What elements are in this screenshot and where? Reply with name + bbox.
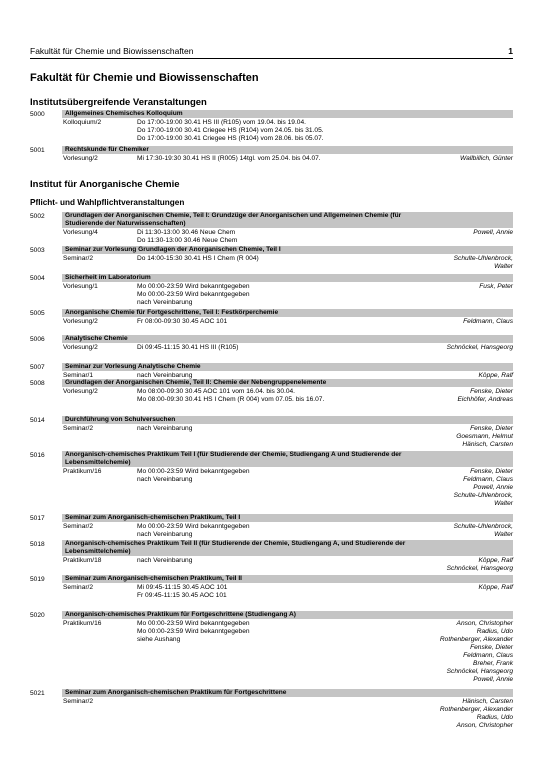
course-title-bar (62, 110, 513, 118)
course-number: 5021 (30, 690, 45, 697)
lecturer-name: Eichhöfer, Andreas (457, 396, 513, 403)
schedule-line: nach Vereinbarung (137, 476, 193, 483)
schedule-line: Mo 00:00-23:59 Wird bekanntgegeben (137, 291, 250, 298)
lecturer-name: Köppe, Ralf (478, 557, 513, 564)
course-title-line: Grundlagen der Anorganischen Chemie, Teil I: Grundzüge der Anorganischen und Allgemeinen Chemie (für (65, 212, 402, 219)
course-title-line: Anorganisch-chemisches Praktikum Teil I (für Studierende der Chemie, Studiengang A und Studierende der (65, 451, 402, 458)
course-type: Vorlesung/1 (63, 283, 98, 290)
course-type: Vorlesung/2 (63, 155, 98, 162)
course-title-bar (62, 514, 513, 522)
course-number: 5014 (30, 417, 45, 424)
lecturer-name: Schnöckel, Hansgeorg (446, 344, 513, 351)
schedule-line: Mo 00:00-23:59 Wird bekanntgegeben (137, 523, 250, 530)
lecturer-name: Hänisch, Carsten (462, 698, 513, 705)
course-title-line: Seminar zur Vorlesung Analytische Chemie (65, 363, 201, 370)
lecturer-name: Powell, Annie (473, 229, 513, 236)
course-type: Praktikum/16 (63, 620, 102, 627)
course-title-bar (62, 611, 513, 619)
lecturer-name: Fenske, Dieter (470, 425, 513, 432)
course-title-line: Sicherheit im Laboratorium (65, 274, 151, 281)
course-number: 5003 (30, 247, 45, 254)
lecturer-name: Powell, Annie (473, 676, 513, 683)
schedule-line: nach Vereinbarung (137, 372, 193, 379)
course-title-line: Lebensmittelchemie) (65, 459, 131, 466)
lecturer-name: Köppe, Ralf (478, 372, 513, 379)
lecturer-name: Feldmann, Claus (463, 652, 513, 659)
course-title-bar (62, 335, 513, 343)
course-title-bar (62, 309, 513, 317)
course-title-line: Lebensmittelchemie) (65, 548, 131, 555)
course-type: Praktikum/16 (63, 468, 102, 475)
page-title: Fakultät für Chemie und Biowissenschaften (30, 72, 259, 84)
schedule-line: nach Vereinbarung (137, 531, 193, 538)
course-type: Seminar/2 (63, 255, 94, 262)
schedule-line: nach Vereinbarung (137, 425, 193, 432)
course-type: Praktikum/18 (63, 557, 102, 564)
lecturer-name: Schnöckel, Hansgeorg (446, 668, 513, 675)
schedule-line: Fr 08:00-09:30 30.45 AOC 101 (137, 318, 228, 325)
course-number: 5000 (30, 111, 45, 118)
schedule-line: Mi 09:45-11:15 30.45 AOC 101 (137, 584, 228, 591)
lecturer-name: Anson, Christopher (456, 722, 513, 729)
schedule-line: Di 09:45-11:15 30.41 HS III (R105) (137, 344, 239, 351)
schedule-line: Fr 09:45-11:15 30.45 AOC 101 (137, 592, 227, 599)
lecturer-name: Köppe, Ralf (478, 584, 513, 591)
lecturer-name: Powell, Annie (473, 484, 513, 491)
course-number: 5002 (30, 213, 45, 220)
page-number: 1 (508, 46, 513, 56)
course-title-line: Anorganisch-chemisches Praktikum für Fortgeschrittene (Studiengang A) (65, 611, 296, 618)
course-number: 5019 (30, 576, 45, 583)
lecturer-name: Fenske, Dieter (470, 644, 513, 651)
schedule-line: nach Vereinbarung (137, 557, 193, 564)
course-type: Seminar/2 (63, 584, 94, 591)
course-title-line: Rechtskunde für Chemiker (65, 146, 149, 153)
lecturer-name: Schulte-Uhlenbrock, (453, 523, 513, 530)
lecturer-name: Fusk, Peter (479, 283, 513, 290)
course-type: Kolloquium/2 (63, 119, 102, 126)
course-number: 5007 (30, 364, 45, 371)
schedule-line: Mo 00:00-23:59 Wird bekanntgegeben (137, 620, 250, 627)
section-heading-institutsuebergreifend: Institutsübergreifende Veranstaltungen (30, 97, 207, 108)
course-type: Seminar/1 (63, 372, 94, 379)
lecturer-name: Walter (494, 531, 513, 538)
schedule-line: nach Vereinbarung (137, 299, 193, 306)
course-title-line: Allgemeines Chemisches Kolloquium (65, 110, 183, 117)
course-type: Seminar/2 (63, 523, 94, 530)
section-heading-anorganische-chemie: Institut für Anorganische Chemie (30, 179, 180, 190)
course-title-bar (62, 689, 513, 697)
course-title-line: Seminar zur Vorlesung Grundlagen der Anorganischen Chemie, Teil I (65, 246, 281, 253)
course-title-line: Grundlagen der Anorganischen Chemie, Teil II: Chemie der Nebengruppenelemente (65, 379, 327, 386)
header-title: Fakultät für Chemie und Biowissenschaften (30, 46, 194, 56)
schedule-line: Mo 00:00-23:59 Wird bekanntgegeben (137, 628, 250, 635)
course-type: Vorlesung/2 (63, 318, 98, 325)
course-title-line: Anorganisch-chemisches Praktikum Teil II (für Studierende der Chemie, Studiengang A, und Studierende der (65, 540, 406, 547)
course-title-line: Anorganische Chemie für Fortgeschrittene, Teil I: Festkörperchemie (65, 309, 279, 316)
course-title-line: Durchführung von Schulversuchen (65, 416, 176, 423)
course-number: 5001 (30, 147, 45, 154)
lecturer-name: Radius, Udo (476, 714, 513, 721)
course-number: 5008 (30, 380, 45, 387)
page-header (30, 46, 513, 59)
course-type: Vorlesung/2 (63, 388, 98, 395)
schedule-line: Mo 08:00-09:30 30.45 AOC 101 vom 16.04. bis 30.04. (137, 388, 295, 395)
course-type: Seminar/2 (63, 425, 94, 432)
schedule-line: Mi 17:30-19:30 30.41 HS II (R005) 14tgl. vom 25.04. bis 04.07. (137, 155, 321, 162)
lecturer-name: Walter (494, 263, 513, 270)
lecturer-name: Fenske, Dieter (470, 388, 513, 395)
course-type: Vorlesung/2 (63, 344, 98, 351)
course-title-bar (62, 146, 513, 154)
course-title-bar (62, 416, 513, 424)
course-title-bar (62, 212, 513, 228)
course-title-line: Seminar zum Anorganisch-chemischen Praktikum für Fortgeschrittene (65, 689, 287, 696)
lecturer-name: Schnöckel, Hansgeorg (446, 565, 513, 572)
lecturer-name: Schulte-Uhlenbrock, (453, 255, 513, 262)
course-type: Seminar/2 (63, 698, 94, 705)
lecturer-name: Breher, Frank (473, 660, 513, 667)
course-number: 5018 (30, 541, 45, 548)
lecturer-name: Wallbillich, Günter (459, 155, 513, 162)
course-number: 5017 (30, 515, 45, 522)
course-title-bar (62, 363, 513, 371)
schedule-line: Mo 00:00-23:59 Wird bekanntgegeben (137, 283, 250, 290)
lecturer-name: Radius, Udo (476, 628, 513, 635)
schedule-line: Do 17:00-19:00 30.41 Criegee HS (R104) vom 28.06. bis 05.07. (137, 135, 324, 142)
lecturer-name: Hänisch, Carsten (462, 441, 513, 448)
course-title-bar (62, 246, 513, 254)
course-number: 5016 (30, 452, 45, 459)
schedule-line: Do 17:00-19:00 30.41 HS III (R105) vom 19.04. bis 19.04. (137, 119, 306, 126)
course-title-bar (62, 451, 513, 467)
course-number: 5005 (30, 310, 45, 317)
course-title-line: Seminar zum Anorganisch-chemischen Praktikum, Teil II (65, 575, 242, 582)
schedule-line: Do 17:00-19:00 30.41 Criegee HS (R104) vom 24.05. bis 31.05. (137, 127, 324, 134)
schedule-line: Mo 00:00-23:59 Wird bekanntgegeben (137, 468, 250, 475)
schedule-line: Mo 08:00-09:30 30.41 HS I Chem (R 004) vom 07.05. bis 16.07. (137, 396, 325, 403)
course-title-line: Seminar zum Anorganisch-chemischen Praktikum, Teil I (65, 514, 241, 521)
course-number: 5020 (30, 612, 45, 619)
schedule-line: Di 11:30-13:00 30.46 Neue Chem (137, 229, 236, 236)
subsection-heading-pflicht: Pflicht- und Wahlpflichtveranstaltungen (30, 198, 185, 207)
schedule-line: Do 11:30-13:00 30.46 Neue Chem (137, 237, 238, 244)
course-title-bar (62, 379, 513, 387)
course-title-line: Studierende der Naturwissenschaften) (65, 220, 186, 227)
lecturer-name: Rothenberger, Alexander (439, 706, 513, 713)
lecturer-name: Rothenberger, Alexander (439, 636, 513, 643)
course-type: Vorlesung/4 (63, 229, 98, 236)
course-title-bar (62, 575, 513, 583)
course-number: 5004 (30, 275, 45, 282)
lecturer-name: Feldmann, Claus (463, 476, 513, 483)
lecturer-name: Anson, Christopher (456, 620, 513, 627)
course-title-line: Analytische Chemie (65, 335, 128, 342)
lecturer-name: Walter (494, 500, 513, 507)
course-title-bar (62, 540, 513, 556)
course-title-bar (62, 274, 513, 282)
lecturer-name: Fenske, Dieter (470, 468, 513, 475)
lecturer-name: Schulte-Uhlenbrock, (453, 492, 513, 499)
schedule-line: Do 14:00-15:30 30.41 HS I Chem (R 004) (137, 255, 259, 262)
lecturer-name: Goesmann, Helmut (456, 433, 513, 440)
schedule-line: siehe Aushang (137, 636, 181, 643)
course-number: 5006 (30, 336, 45, 343)
lecturer-name: Feldmann, Claus (463, 318, 513, 325)
